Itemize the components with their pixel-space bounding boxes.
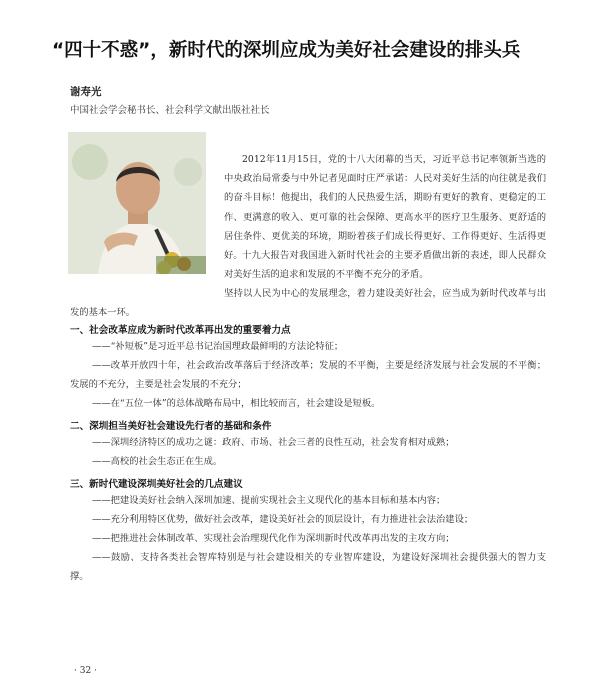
- intro-paragraph-2: 十九大报告对我国进入新时代社会的主要矛盾做出新的表述，即人民群众对美好生活的追求和发展的不平衡不充分的矛盾。: [224, 250, 546, 281]
- section-2-heading: 二、深圳担当美好社会建设先行者的基础和条件: [70, 421, 272, 432]
- intro-paragraph-3-text: 坚持以人民为中心的发展理念，着力建设美好社会，应当成为新时代改革与出发的基本一环。: [70, 288, 546, 319]
- section-1-item-3: ——在“五位一体”的总体战略布局中，相比较而言，社会建设是短板。: [92, 398, 381, 409]
- section-3-item-3: ——把推进社会体制改革、实现社会治理现代化作为深圳新时代改革再出发的主攻方向；: [92, 533, 455, 544]
- section-3-item-2: ——充分利用特区优势，做好社会改革，建设美好社会的顶层设计，有力推进社会法治建设；: [92, 514, 474, 525]
- author-affiliation: 中国社会学会秘书长、社会科学文献出版社社长: [70, 105, 270, 116]
- intro-paragraph-3: [70, 284, 546, 322]
- section-3-item-1: ——把建设美好社会纳入深圳加速、提前实现社会主义现代化的基本目标和基本内容；: [92, 495, 446, 506]
- section-2-item-2: ——高校的社会生态正在生成。: [92, 456, 223, 467]
- section-2-item-1: ——深圳经济特区的成功之谜：政府、市场、社会三者的良性互动，社会发育相对成熟；: [92, 437, 455, 448]
- section-3-item-4: ——鼓励、支持各类社会智库特别是与社会建设相关的专业智库建设，为建设好深圳社会提供强大的智力支撑。: [70, 552, 546, 583]
- intro-paragraph-1: 2012年11月15日，党的十八大闭幕的当天，习近平总书记率领新当选的中央政治局常委与中外记者见面时庄严承诺：人民对美好生活的向往就是我们的奋斗目标！他提出，我们的人民热爱生活，期盼有更好的教育、更稳定的工作、更满意的收入、更可靠的社会保障、更高水平的医疗卫生服务、更舒适的居住条件、更优美的环境，期盼着孩子们成长得更好、工作得更好、生活得更好。: [224, 154, 546, 262]
- section-1-heading: 一、社会改革应成为新时代改革再出发的重要着力点: [70, 325, 291, 336]
- page-number: · 32 ·: [74, 666, 97, 676]
- author-photo: [68, 132, 206, 274]
- section-1-item-2: ——改革开放四十年，社会政治改革落后于经济改革；发展的不平衡，主要是经济发展与社会发展的不平衡；发展的不充分，主要是社会发展的不充分；: [70, 360, 546, 391]
- section-3-heading: 三、新时代建设深圳美好社会的几点建议: [70, 479, 243, 490]
- section-1-item-1: ——“补短板”是习近平总书记治国理政最鲜明的方法论特征；: [92, 341, 344, 352]
- author-name: 谢寿光: [70, 86, 102, 98]
- article-title: “四十不惑”，新时代的深圳应成为美好社会建设的排头兵: [52, 40, 521, 61]
